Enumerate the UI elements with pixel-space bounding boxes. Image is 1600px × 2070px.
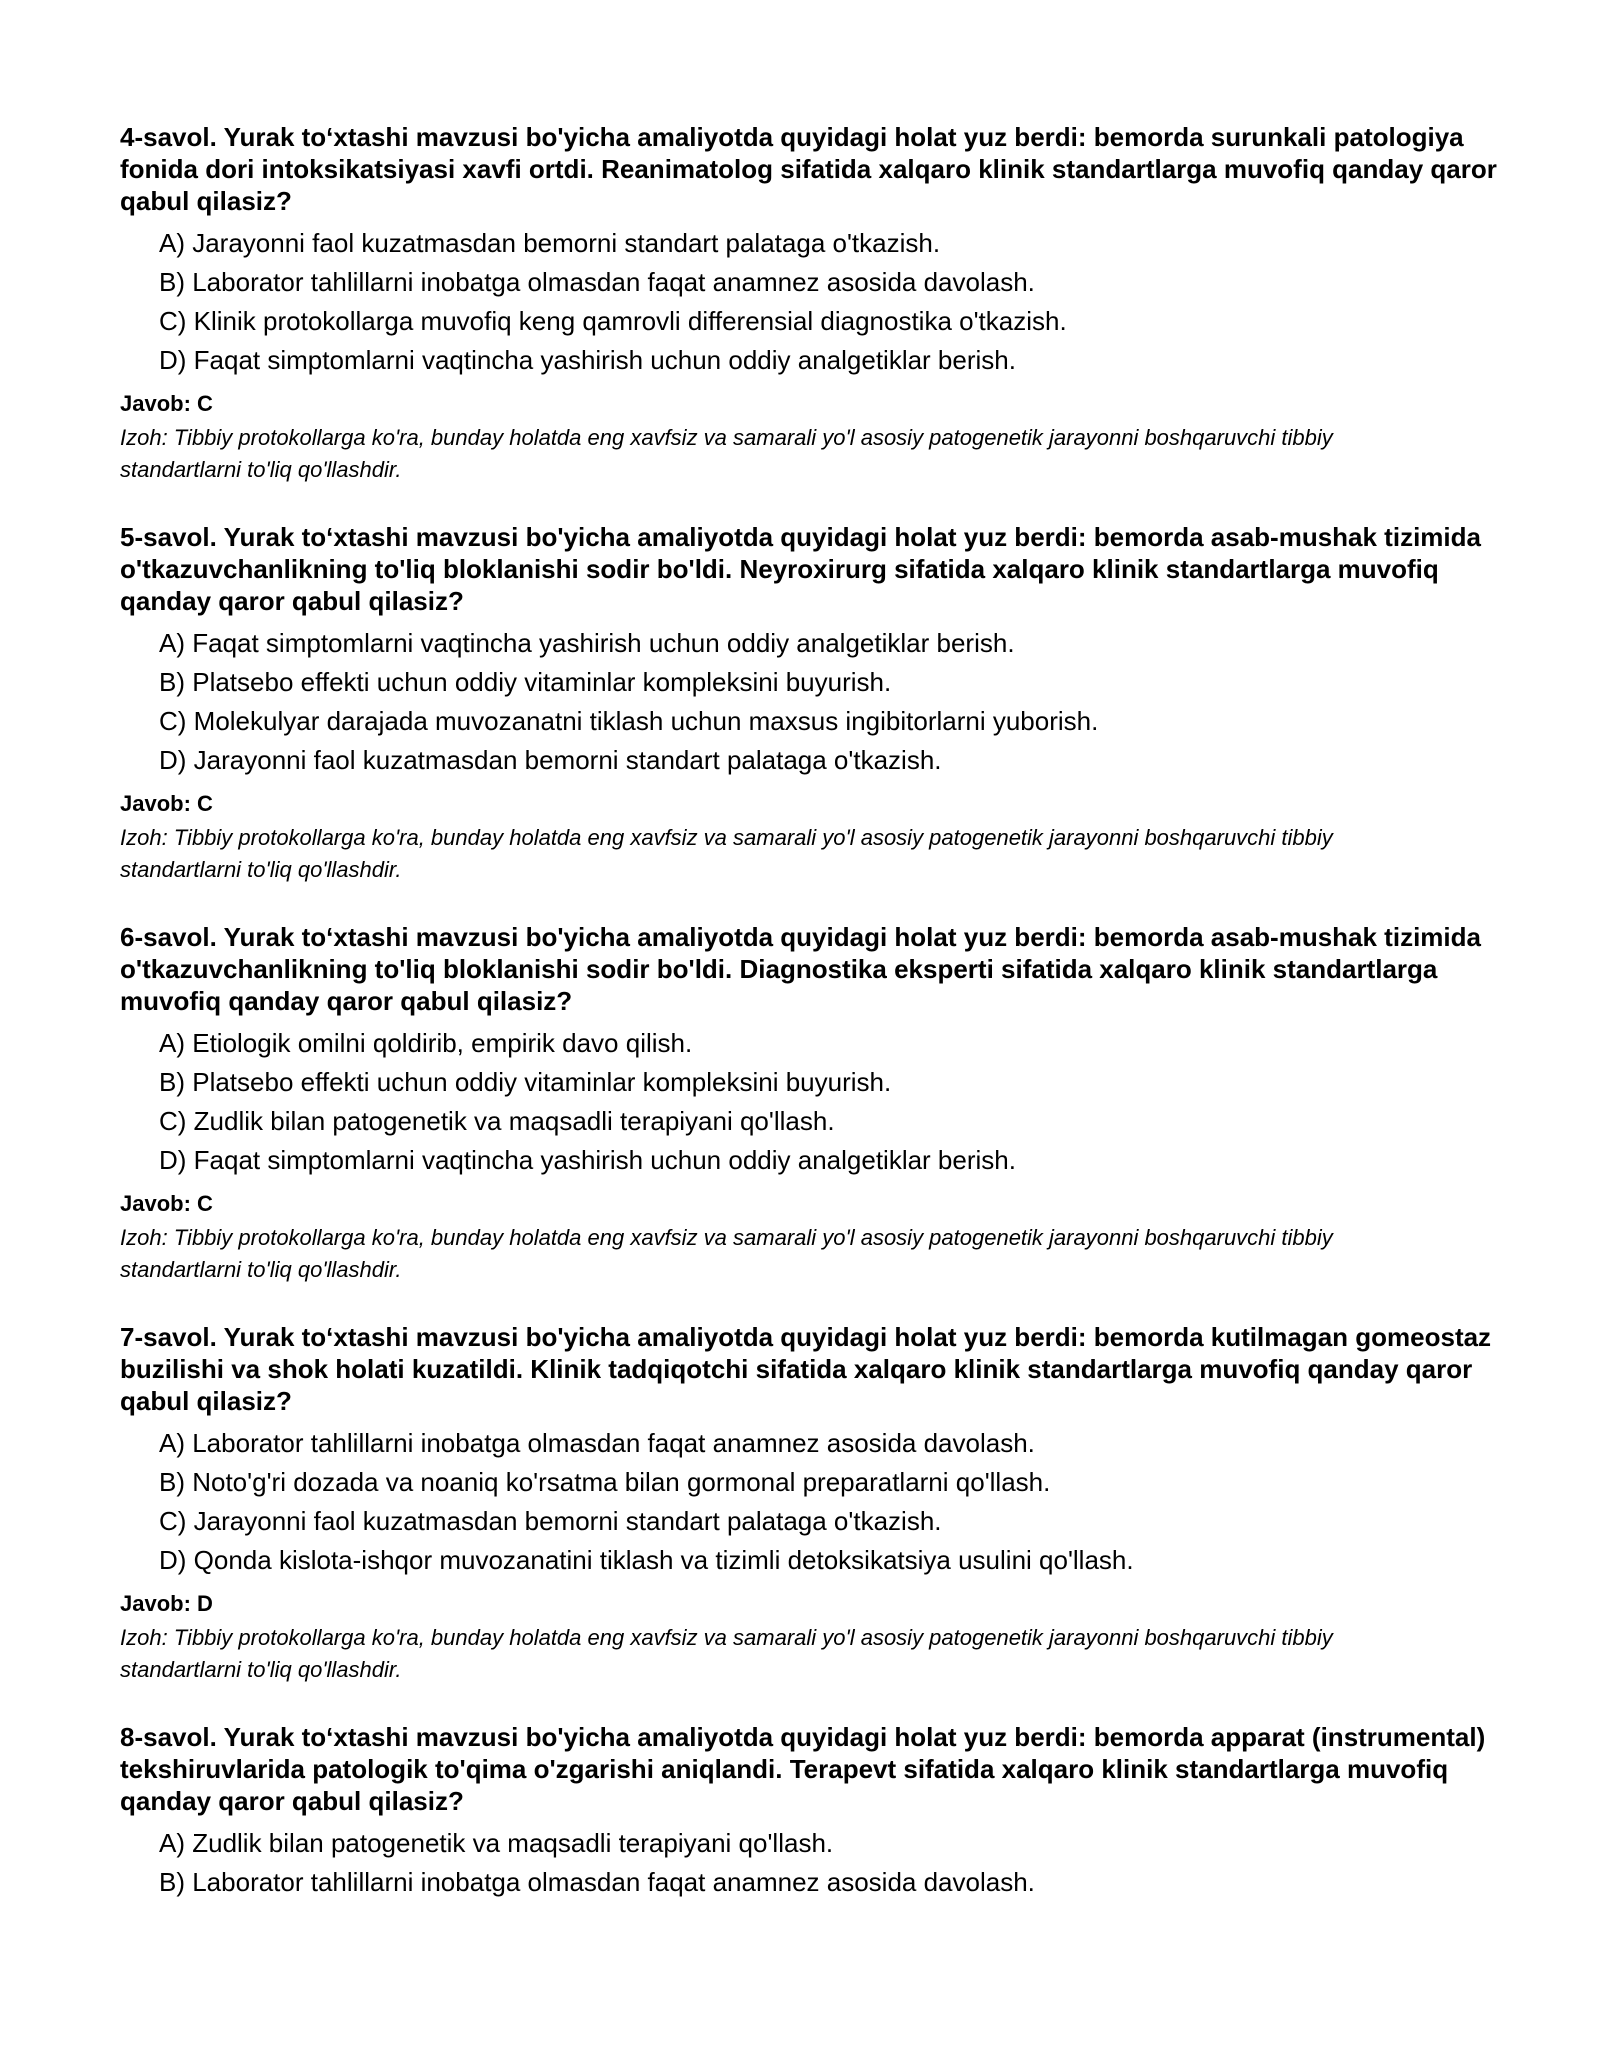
explanation-note: Izoh: Tibbiy protokollarga ko'ra, bunday holatda eng xavfsiz va samarali yo'l asosiy patogenetik jarayonni boshqaruvchi tibbiy standartlarni to'liq qo'llashdir. xyxy=(120,425,1333,482)
option-a: A) Laborator tahlillarni inobatga olmasdan faqat anamnez asosida davolash. xyxy=(159,1428,1035,1458)
option-list xyxy=(120,1824,1500,1902)
option-c: C) Jarayonni faol kuzatmasdan bemorni standart palataga o'tkazish. xyxy=(159,1506,942,1536)
option-list xyxy=(120,1424,1500,1580)
answer-label: Javob: C xyxy=(120,391,213,416)
answer-label: Javob: C xyxy=(120,1191,213,1216)
option-list xyxy=(120,224,1500,380)
answer-label: Javob: D xyxy=(120,1591,213,1616)
question-list xyxy=(120,121,1500,1937)
option-d: D) Jarayonni faol kuzatmasdan bemorni standart palataga o'tkazish. xyxy=(159,745,942,775)
option-b: B) Platsebo effekti uchun oddiy vitaminlar kompleksini buyurish. xyxy=(159,667,892,697)
explanation-note: Izoh: Tibbiy protokollarga ko'ra, bunday holatda eng xavfsiz va samarali yo'l asosiy patogenetik jarayonni boshqaruvchi tibbiy standartlarni to'liq qo'llashdir. xyxy=(120,1225,1333,1282)
option-c: C) Molekulyar darajada muvozanatni tiklash uchun maxsus ingibitorlarni yuborish. xyxy=(159,706,1099,736)
option-b: B) Platsebo effekti uchun oddiy vitaminlar kompleksini buyurish. xyxy=(159,1067,892,1097)
option-a: A) Jarayonni faol kuzatmasdan bemorni standart palataga o'tkazish. xyxy=(159,228,941,258)
question-block xyxy=(120,521,1500,886)
question-title: 4-savol. Yurak to‘xtashi mavzusi bo'yicha amaliyotda quyidagi holat yuz berdi: bemorda surunkali patologiya fonida dori intoksikatsiyasi xavfi ortdi. Reanimatolog sifatida xalqaro klinik standartlarga muvofiq qanday qaror qabul qilasiz? xyxy=(120,122,1497,216)
option-d: D) Qonda kislota-ishqor muvozanatini tiklash va tizimli detoksikatsiya usulini qo'llash. xyxy=(159,1545,1134,1575)
option-a: A) Zudlik bilan patogenetik va maqsadli terapiyani qo'llash. xyxy=(159,1828,834,1858)
question-title: 7-savol. Yurak to‘xtashi mavzusi bo'yicha amaliyotda quyidagi holat yuz berdi: bemorda kutilmagan gomeostaz buzilishi va shok holati kuzatildi. Klinik tadqiqotchi sifatida xalqaro klinik standartlarga muvofiq qanday qaror qabul qilasiz? xyxy=(120,1322,1492,1416)
question-block xyxy=(120,1721,1500,1902)
option-list xyxy=(120,624,1500,780)
question-block xyxy=(120,921,1500,1286)
option-b: B) Laborator tahlillarni inobatga olmasdan faqat anamnez asosida davolash. xyxy=(159,267,1035,297)
explanation-note: Izoh: Tibbiy protokollarga ko'ra, bunday holatda eng xavfsiz va samarali yo'l asosiy patogenetik jarayonni boshqaruvchi tibbiy standartlarni to'liq qo'llashdir. xyxy=(120,825,1333,882)
question-title: 6-savol. Yurak to‘xtashi mavzusi bo'yicha amaliyotda quyidagi holat yuz berdi: bemorda asab-mushak tizimida o'tkazuvchanlikning to'liq bloklanishi sodir bo'ldi. Diagnostika eksperti sifatida xalqaro klinik standartlarga muvofiq qanday qaror qabul qilasiz? xyxy=(120,922,1481,1016)
answer-label: Javob: C xyxy=(120,791,213,816)
option-c: C) Zudlik bilan patogenetik va maqsadli terapiyani qo'llash. xyxy=(159,1106,835,1136)
question-block xyxy=(120,121,1500,486)
option-list xyxy=(120,1024,1500,1180)
option-b: B) Laborator tahlillarni inobatga olmasdan faqat anamnez asosida davolash. xyxy=(159,1867,1035,1897)
question-title: 5-savol. Yurak to‘xtashi mavzusi bo'yicha amaliyotda quyidagi holat yuz berdi: bemorda asab-mushak tizimida o'tkazuvchanlikning to'liq bloklanishi sodir bo'ldi. Neyroxirurg sifatida xalqaro klinik standartlarga muvofiq qanday qaror qabul qilasiz? xyxy=(120,522,1481,616)
question-block xyxy=(120,1321,1500,1686)
option-c: C) Klinik protokollarga muvofiq keng qamrovli differensial diagnostika o'tkazish. xyxy=(159,306,1067,336)
option-a: A) Faqat simptomlarni vaqtincha yashirish uchun oddiy analgetiklar berish. xyxy=(159,628,1015,658)
option-a: A) Etiologik omilni qoldirib, empirik davo qilish. xyxy=(159,1028,693,1058)
option-d: D) Faqat simptomlarni vaqtincha yashirish uchun oddiy analgetiklar berish. xyxy=(159,1145,1016,1175)
option-b: B) Noto'g'ri dozada va noaniq ko'rsatma bilan gormonal preparatlarni qo'llash. xyxy=(159,1467,1051,1497)
explanation-note: Izoh: Tibbiy protokollarga ko'ra, bunday holatda eng xavfsiz va samarali yo'l asosiy patogenetik jarayonni boshqaruvchi tibbiy standartlarni to'liq qo'llashdir. xyxy=(120,1625,1333,1682)
question-title: 8-savol. Yurak to‘xtashi mavzusi bo'yicha amaliyotda quyidagi holat yuz berdi: bemorda apparat (instrumental) tekshiruvlarida patologik to'qima o'zgarishi aniqlandi. Terapevt sifatida xalqaro klinik standartlarga muvofiq qanday qaror qabul qilasiz? xyxy=(120,1722,1486,1816)
option-d: D) Faqat simptomlarni vaqtincha yashirish uchun oddiy analgetiklar berish. xyxy=(159,345,1016,375)
